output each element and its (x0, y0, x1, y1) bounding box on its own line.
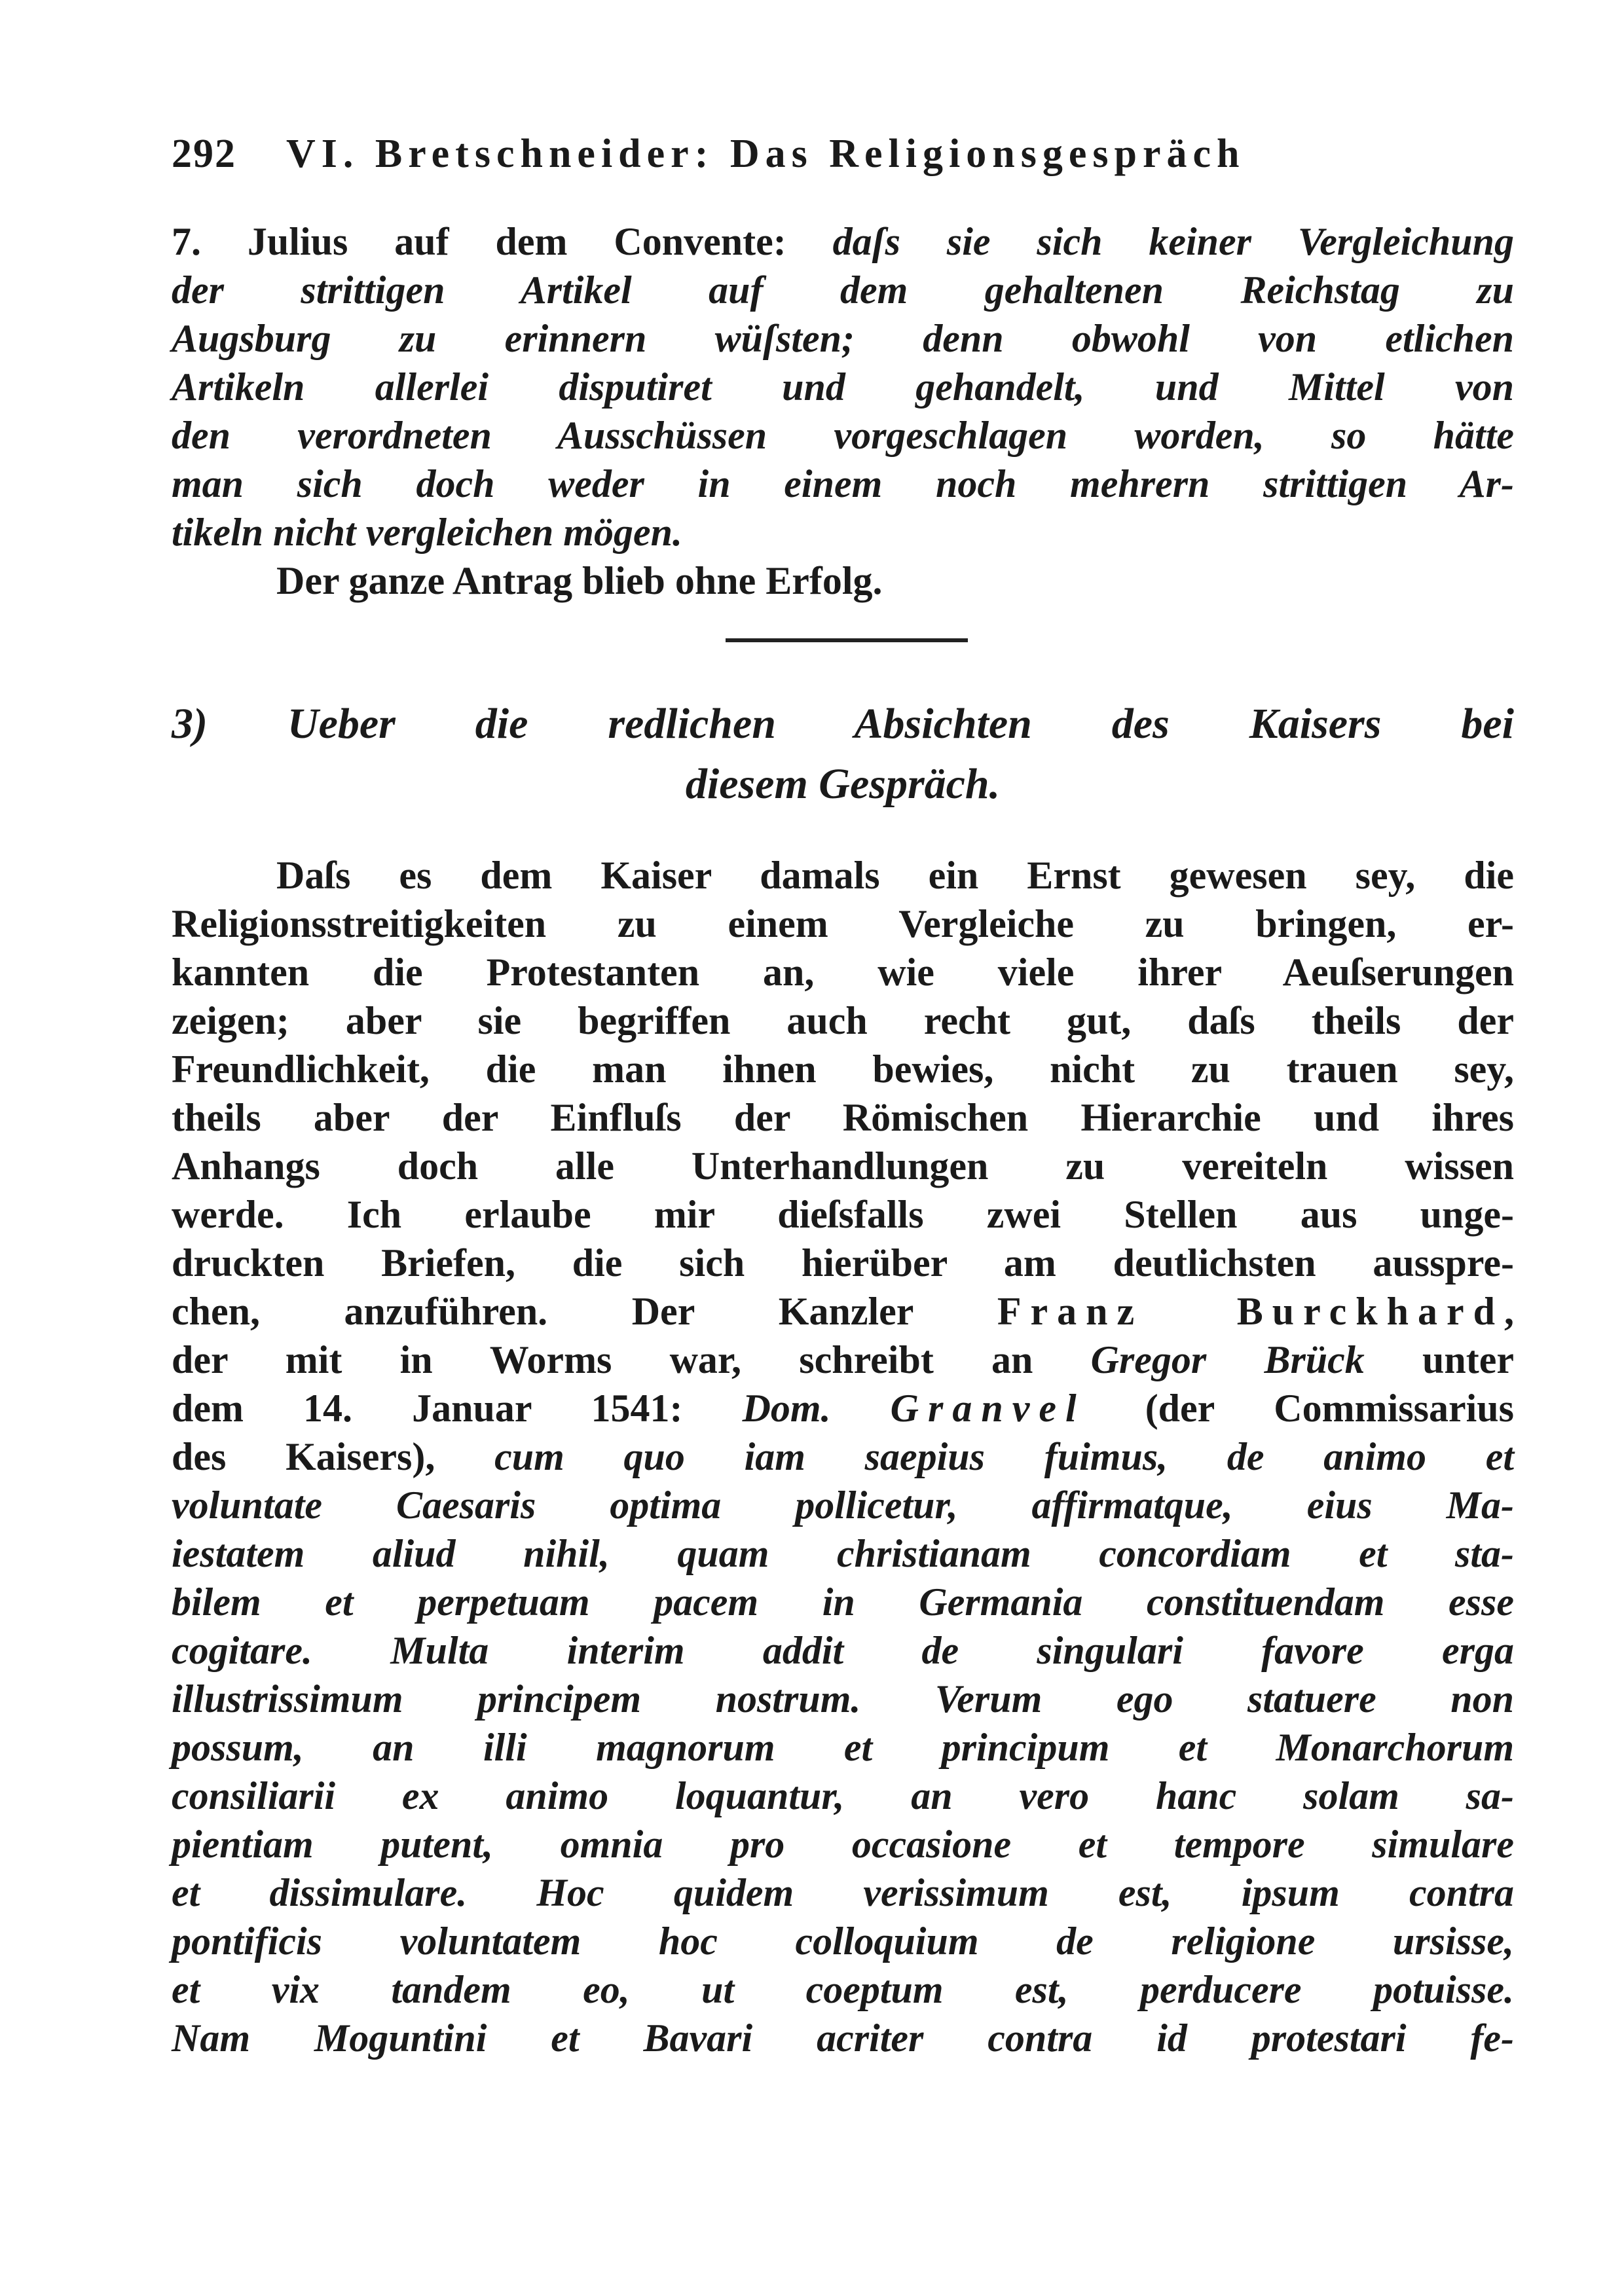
text-line: druckten Briefen, die sich hierüber am deutlichsten ausspre- (172, 1241, 1514, 1285)
text-line: 7. Julius auf dem Convente: daſs sie sich keiner Vergleichung (172, 220, 1514, 263)
text-line: et vix tandem eo, ut coeptum est, perducere potuisse. (172, 1968, 1514, 2011)
page-number: 292 (172, 132, 236, 176)
running-title: VI. Bretschneider: Das Religionsgespräch (286, 132, 1246, 176)
text-line: der strittigen Artikel auf dem gehaltenen Reichstag zu (172, 268, 1514, 312)
text-line: tikeln nicht vergleichen mögen. (172, 511, 682, 554)
text-line: kannten die Protestanten an, wie viele ihrer Aeuſserungen (172, 951, 1514, 994)
text-line: consiliarii ex animo loquantur, an vero hanc solam sa- (172, 1774, 1514, 1817)
text-line: man sich doch weder in einem noch mehrern strittigen Ar- (172, 462, 1514, 505)
text-line: cogitare. Multa interim addit de singulari favore erga (172, 1629, 1514, 1672)
person-name: Franz Burckhard (997, 1290, 1504, 1333)
text-line: pientiam putent, omnia pro occasione et tempore simulare (172, 1823, 1514, 1866)
text-line: pontificis voluntatem hoc colloquium de religione ursisse, (172, 1920, 1514, 1963)
text-line: Anhangs doch alle Unterhandlungen zu vereiteln wissen (172, 1144, 1514, 1188)
text-line: et dissimulare. Hoc quidem verissimum est, ipsum contra (172, 1871, 1514, 1914)
text-line: zeigen; aber sie begriffen auch recht gut, daſs theils der (172, 999, 1514, 1042)
text-line: voluntate Caesaris optima pollicetur, affirmatque, eius Ma- (172, 1484, 1514, 1527)
section-heading-continued: diesem Gespräch. (685, 760, 1001, 808)
text-line: Religionsstreitigkeiten zu einem Vergleiche zu bringen, er- (172, 902, 1514, 945)
text-line: Artikeln allerlei disputiret und gehandelt, und Mittel von (172, 365, 1514, 409)
text-line: Daſs es dem Kaiser damals ein Ernst gewesen sey, die (276, 854, 1514, 897)
text-line: Augsburg zu erinnern wüſsten; denn obwohl von etlichen (172, 317, 1514, 360)
text-line: Freundlichkeit, die man ihnen bewies, nicht zu trauen sey, (172, 1048, 1514, 1091)
text-line: possum, an illi magnorum et principum et Monarchorum (172, 1726, 1514, 1769)
section-heading: 3) Ueber die redlichen Absichten des Kaisers bei (172, 700, 1514, 748)
running-header (172, 131, 1488, 183)
result-line: Der ganze Antrag blieb ohne Erfolg. (276, 559, 883, 602)
person-name: Granvel (890, 1387, 1086, 1430)
text-line: bilem et perpetuam pacem in Germania constituendam esse (172, 1580, 1514, 1624)
text-line: werde. Ich erlaube mir dieſsfalls zwei Stellen aus unge- (172, 1193, 1514, 1236)
text-line: illustrissimum principem nostrum. Verum ego statuere non (172, 1677, 1514, 1721)
text-line: der mit in Worms war, schreibt an Gregor Brück unter (172, 1338, 1514, 1381)
text-line: chen, anzuführen. Der Kanzler Franz Burckhard, (172, 1290, 1514, 1333)
text-line: iestatem aliud nihil, quam christianam concordiam et sta- (172, 1532, 1514, 1575)
section-divider (726, 638, 968, 642)
text-line: des Kaisers), cum quo iam saepius fuimus, de animo et (172, 1435, 1514, 1478)
text-line: theils aber der Einfluſs der Römischen Hierarchie und ihres (172, 1096, 1514, 1139)
text-line: Nam Moguntini et Bavari acriter contra id protestari fe- (172, 2016, 1514, 2060)
person-name: Gregor Brück (1090, 1338, 1365, 1381)
text-line: dem 14. Januar 1541: Dom. Granvel (der Commissarius (172, 1387, 1514, 1430)
text-line: den verordneten Ausschüssen vorgeschlagen worden, so hätte (172, 414, 1514, 457)
